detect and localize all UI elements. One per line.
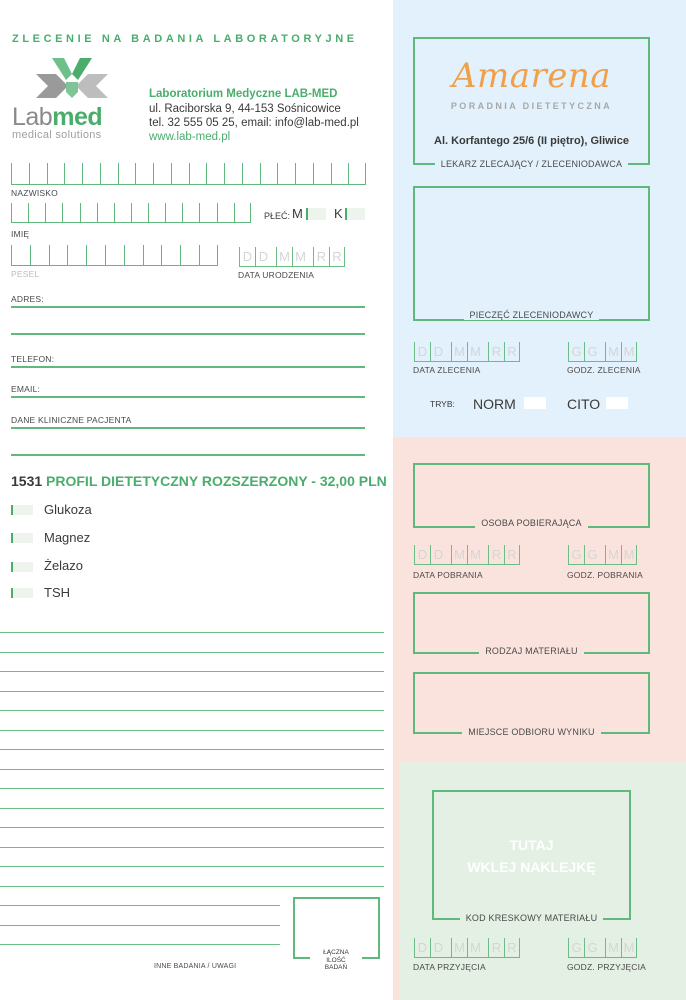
test-checkbox-magnez[interactable] [11, 533, 33, 543]
surname-label: NAZWISKO [11, 188, 58, 198]
test-tsh: TSH [44, 585, 70, 600]
profile-code: 1531 [11, 473, 43, 489]
material-label: RODZAJ MATERIAŁU [413, 646, 650, 656]
pesel-field[interactable] [11, 245, 218, 266]
email-label: EMAIL: [11, 384, 41, 394]
phone-label: TELEFON: [11, 354, 55, 364]
lab-web[interactable]: www.lab-med.pl [149, 131, 231, 143]
notes-line[interactable] [0, 944, 280, 945]
address-line-1[interactable] [11, 306, 365, 308]
address-line-2[interactable] [11, 333, 365, 335]
reception-date-field[interactable]: D D M M R R [414, 938, 520, 958]
notes-line[interactable] [0, 710, 384, 711]
notes-line[interactable] [0, 671, 384, 672]
logo-subtitle: medical solutions [12, 129, 102, 141]
notes-line[interactable] [0, 866, 384, 867]
reception-time-field[interactable]: G G M M [568, 938, 637, 958]
clinic-logo-subtitle: PORADNIA DIETETYCZNA [450, 101, 613, 111]
stamp-label: PIECZĘĆ ZLECENIODAWCY [413, 310, 650, 320]
email-line[interactable] [11, 396, 365, 398]
phone-line[interactable] [11, 366, 365, 368]
test-checkbox-glukoza[interactable] [11, 505, 33, 515]
notes-line[interactable] [0, 925, 280, 926]
test-magnez: Magnez [44, 530, 91, 545]
name-field[interactable] [11, 203, 251, 223]
notes-line[interactable] [0, 847, 384, 848]
notes-line[interactable] [0, 749, 384, 750]
collection-time-label: GODZ. POBRANIA [567, 570, 644, 580]
logo-lab-text: Lab [12, 103, 53, 131]
other-tests-label: INNE BADANIA / UWAGI [154, 963, 237, 970]
notes-line[interactable] [0, 905, 280, 906]
lab-address: ul. Raciborska 9, 44-153 Sośnicowice [149, 103, 341, 115]
notes-line[interactable] [0, 769, 384, 770]
address-label: ADRES: [11, 294, 44, 304]
collection-time-field[interactable]: G G M M [568, 545, 637, 565]
surname-field[interactable] [11, 163, 366, 185]
dob-field[interactable]: D D M M R R [239, 247, 345, 267]
notes-line[interactable] [0, 730, 384, 731]
collection-date-label: DATA POBRANIA [413, 570, 483, 580]
reception-time-label: GODZ. PRZYJĘCIA [567, 962, 647, 972]
stamp-frame[interactable] [413, 186, 650, 321]
sex-m-label: M [292, 206, 303, 221]
test-zelazo: Żelazo [44, 558, 84, 573]
notes-line[interactable] [0, 652, 384, 653]
test-checkbox-zelazo[interactable] [11, 562, 33, 572]
notes-line[interactable] [0, 691, 384, 692]
clinical-label: DANE KLINICZNE PACJENTA [11, 415, 132, 425]
clinical-line-2[interactable] [11, 454, 365, 456]
dob-label: DATA URODZENIA [238, 270, 315, 280]
lab-contact: tel. 32 555 05 25, email: info@lab-med.pl [149, 117, 359, 129]
clinical-line-1[interactable] [11, 427, 365, 429]
pickup-label: MIEJSCE ODBIORU WYNIKU [413, 727, 650, 737]
sex-k-label: K [334, 206, 343, 221]
sticker-text: TUTAJ WKLEJ NAKLEJKĘ [467, 837, 596, 875]
mode-cito-checkbox[interactable] [606, 397, 628, 409]
labmed-logo [12, 52, 132, 144]
profile-title: PROFIL DIETETYCZNY ROZSZERZONY - 32,00 PLN [46, 473, 387, 489]
order-date-field[interactable]: D D M M R R [414, 342, 520, 362]
logo-med-text: med [52, 103, 103, 131]
clinic-address: Al. Korfantego 25/6 (II piętro), Gliwice [434, 135, 629, 147]
name-label: IMIĘ [11, 229, 30, 239]
clinic-label: LEKARZ ZLECAJĄCY / ZLECENIODAWCA [413, 159, 650, 169]
lab-name: Laboratorium Medyczne LAB-MED [149, 88, 338, 100]
mode-norm-label: NORM [473, 396, 516, 412]
material-frame[interactable] [413, 592, 650, 654]
barcode-label: KOD KRESKOWY MATERIAŁU [432, 913, 631, 923]
test-glukoza: Glukoza [44, 502, 92, 517]
notes-line[interactable] [0, 808, 384, 809]
sex-k-checkbox[interactable] [345, 208, 365, 220]
collector-label: OSOBA POBIERAJĄCA [413, 518, 650, 528]
profile-heading [11, 473, 387, 489]
reception-date-label: DATA PRZYJĘCIA [413, 962, 486, 972]
mode-label: TRYB: [430, 399, 455, 409]
sex-label: PŁEĆ: [264, 211, 291, 221]
collection-date-field[interactable]: D D M M R R [414, 545, 520, 565]
clinic-logo-name: Amarena [451, 56, 612, 96]
order-time-label: GODZ. ZLECENIA [567, 365, 641, 375]
pesel-label: PESEL [11, 269, 40, 279]
form-title: ZLECENIE NA BADANIA LABORATORYJNE [12, 33, 358, 45]
order-time-field[interactable]: G G M M [568, 342, 637, 362]
mode-norm-checkbox[interactable] [524, 397, 546, 409]
notes-line[interactable] [0, 788, 384, 789]
test-checkbox-tsh[interactable] [11, 588, 33, 598]
notes-line[interactable] [0, 632, 384, 633]
notes-line[interactable] [0, 827, 384, 828]
sex-m-checkbox[interactable] [306, 208, 326, 220]
mode-cito-label: CITO [567, 396, 601, 412]
pickup-frame[interactable] [413, 672, 650, 734]
notes-line[interactable] [0, 886, 384, 887]
total-tests-label: ŁĄCZNA ILOŚĆ BADAŃ [310, 949, 362, 972]
labmed-logo-icon [12, 52, 132, 108]
order-date-label: DATA ZLECENIA [413, 365, 481, 375]
